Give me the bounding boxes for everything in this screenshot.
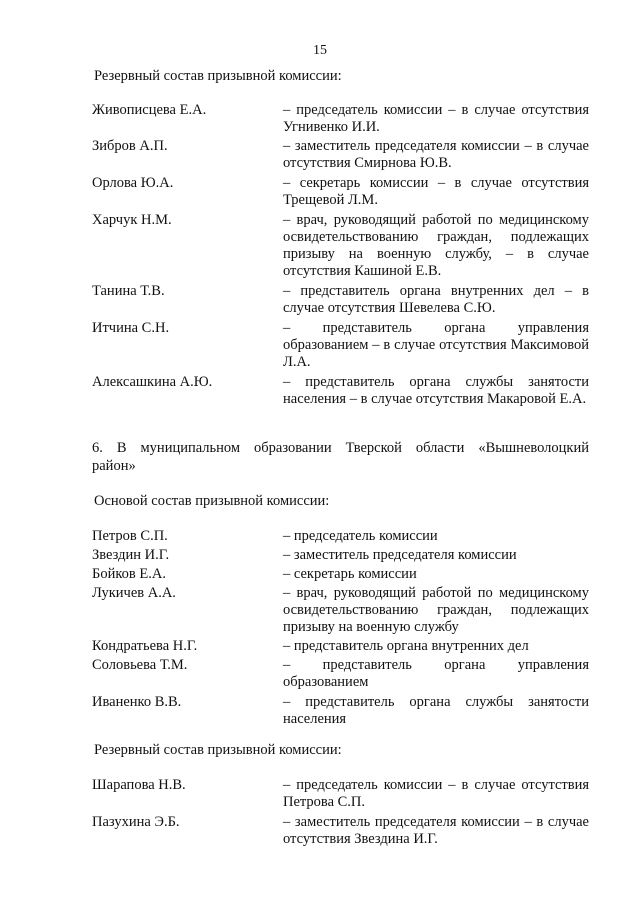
member-row [92,585,589,636]
member-row [92,638,589,655]
member-role: – представитель органа службы занятости населения [283,694,589,727]
member-row [92,694,589,728]
member-role: – заместитель председателя комиссии – в случае отсутствия Смирнова Ю.В. [283,138,589,171]
member-name: Бойков Е.А. [92,566,166,582]
reserve-heading: Резервный состав призывной комиссии: [94,742,342,758]
member-row [92,138,589,172]
member-name: Соловьева Т.М. [92,657,188,673]
member-row [92,547,589,564]
member-role: – представитель органа внутренних дел [283,638,529,654]
member-row [92,102,589,136]
member-row [92,320,589,371]
member-name: Харчук Н.М. [92,212,172,228]
member-name: Пазухина Э.Б. [92,814,180,830]
main-heading: Основой состав призывной комиссии: [94,493,330,509]
member-name: Танина Т.В. [92,283,165,299]
member-role: – председатель комиссии – в случае отсутствия Петрова С.П. [283,777,589,810]
member-row [92,777,589,811]
member-name: Шарапова Н.В. [92,777,186,793]
member-role: – секретарь комиссии [283,566,417,582]
member-name: Орлова Ю.А. [92,175,174,191]
member-role: – председатель комиссии – в случае отсутствия Угнивенко И.И. [283,102,589,135]
member-role: – представитель органа внутренних дел – в случае отсутствия Шевелева С.Ю. [283,283,589,316]
member-row [92,528,589,545]
member-name: Живописцева Е.А. [92,102,207,118]
reserve-heading: Резервный состав призывной комиссии: [94,68,342,84]
member-name: Зибров А.П. [92,138,168,154]
member-name: Петров С.П. [92,528,168,544]
member-name: Кондратьева Н.Г. [92,638,198,654]
reserve-members-list [92,777,589,848]
main-members-list [92,528,589,728]
member-row [92,374,589,408]
member-row [92,212,589,280]
member-row [92,175,589,209]
member-name: Иваненко В.В. [92,694,182,710]
member-name: Звездин И.Г. [92,547,170,563]
reserve-members-list [92,102,589,408]
member-name: Итчина С.Н. [92,320,170,336]
member-role: – представитель органа управления образованием – в случае отсутствия Максимовой Л.А. [283,320,589,370]
page-number: 15 [313,43,327,58]
member-row [92,566,589,583]
member-role: – председатель комиссии [283,528,438,544]
section-title: 6. В муниципальном образовании Тверской области «Вышневолоцкий район» [92,440,589,474]
member-row [92,814,589,848]
member-name: Алексашкина А.Ю. [92,374,213,390]
member-role: – врач, руководящий работой по медицинскому освидетельствованию граждан, подлежащих призыву на военную службу [283,585,589,635]
member-role: – заместитель председателя комиссии – в случае отсутствия Звездина И.Г. [283,814,589,847]
member-name: Лукичев А.А. [92,585,176,601]
member-role: – секретарь комиссии – в случае отсутствия Трещевой Л.М. [283,175,589,208]
member-role: – представитель органа управления образованием [283,657,589,690]
member-role: – заместитель председателя комиссии [283,547,517,563]
member-row [92,283,589,317]
member-role: – врач, руководящий работой по медицинскому освидетельствованию граждан, подлежащих призыву на военную службу, – в случае отсутствия Кашиной Е.В. [283,212,589,279]
member-role: – представитель органа службы занятости населения – в случае отсутствия Макаровой Е.А. [283,374,589,407]
member-row [92,657,589,691]
